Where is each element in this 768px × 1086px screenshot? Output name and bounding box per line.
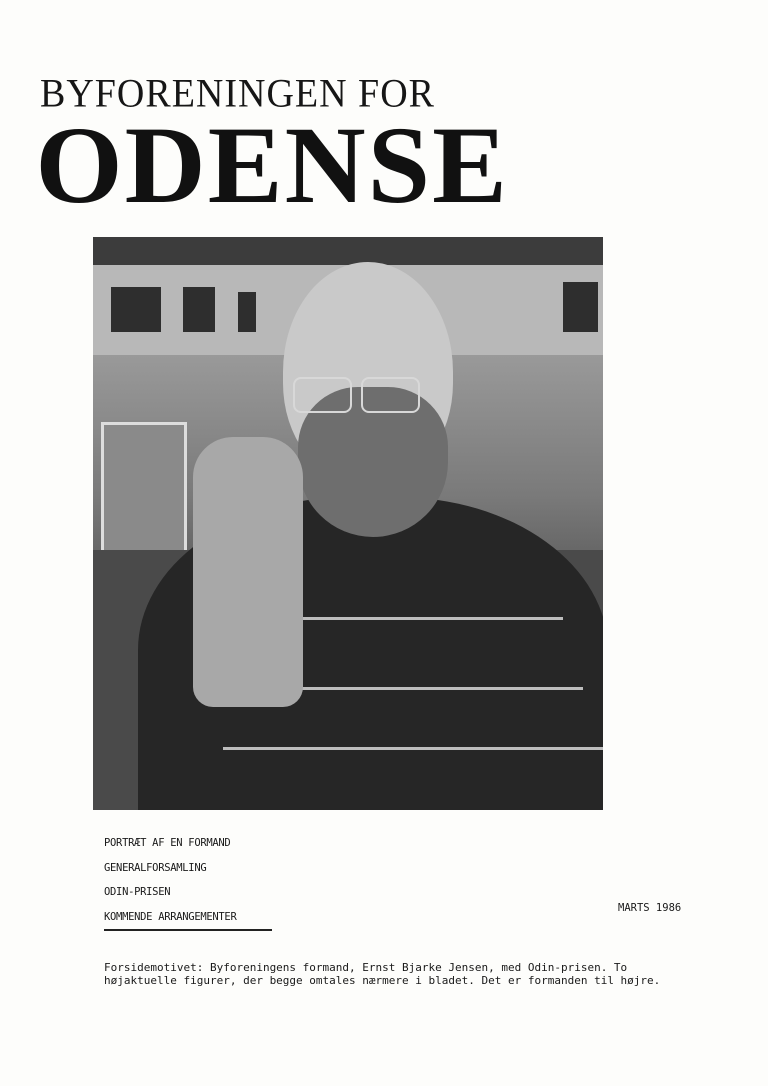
photo-caption: Forsidemotivet: Byforeningens formand, Ernst Bjarke Jensen, med Odin-prisen. To højaktuelle figurer, der begge omtales nærmere i bladet. Det er formanden til højre. bbox=[104, 961, 661, 987]
contents-item: ODIN-PRISEN bbox=[104, 886, 171, 898]
gnome-figurine bbox=[193, 437, 303, 707]
masthead-line1: BYFORENINGEN FOR bbox=[40, 71, 435, 117]
contents-list bbox=[104, 837, 236, 935]
issue-date: MARTS 1986 bbox=[618, 902, 682, 914]
contents-item: GENERALFORSAMLING bbox=[104, 861, 207, 874]
cover-photo bbox=[93, 237, 603, 810]
masthead-title: ODENSE bbox=[35, 104, 510, 226]
contents-item: PORTRÆT AF EN FORMAND bbox=[104, 837, 231, 849]
divider bbox=[104, 929, 272, 931]
contents-item: KOMMENDE ARRANGEMENTER bbox=[104, 910, 237, 923]
